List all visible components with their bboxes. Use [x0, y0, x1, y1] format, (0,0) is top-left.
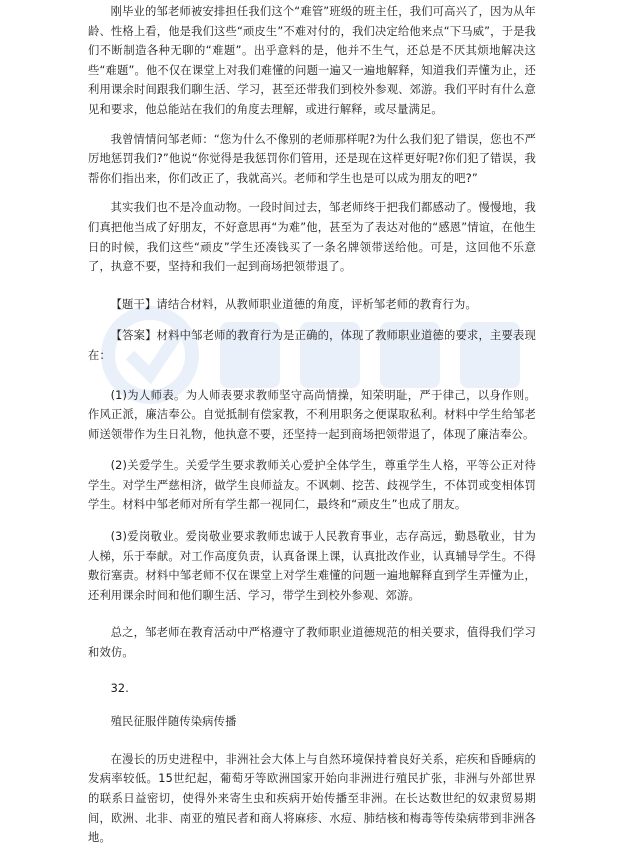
section-title: 殖民征服伴随传染病传播	[110, 715, 237, 729]
document-body	[88, 2, 536, 848]
paragraph-story-1: 刚毕业的邹老师被安排担任我们这个“难管”班级的班主任，我们可高兴了，因为从年龄、性格上看，他是我们这些“顽皮生”不难对付的，我们决定给他来点“下马威”，于是我们不断制造各种无聊的“难题”。出乎意料的是，他并不生气，还总是不厌其烦地解决这些“难题”。他不仅在课堂上对我们难懂的问题一遍又一遍地解释，知道我们弄懂为止，还利用课余时间跟我们聊生活、学习，甚至还带我们到校外参观、郊游。我们平时有什么意见和要求，他总能站在我们的角度去理解，或进行解释，或尽量满足。	[88, 5, 536, 116]
answer-summary: 总之，邹老师在教育活动中严格遵守了教师职业道德规范的相关要求，值得我们学习和效仿。	[88, 626, 536, 660]
paragraph-story-3: 其实我们也不是冷血动物。一段时间过去，邹老师终于把我们都感动了。慢慢地，我们真把他当成了好朋友，不好意思再“为难”他，甚至为了表达对他的“感恩”情谊，在他生日的时候，我们这些“顽皮”学生还凑钱买了一条名牌领带送给他。可是，这回他不乐意了，执意不要，坚持和我们一起到商场把领带退了。	[88, 201, 536, 274]
answer-point-3: (3)爱岗敬业。爱岗敬业要求教师忠诚于人民教育事业，志存高远，勤恳敬业，甘为人梯，乐于奉献。对工作高度负责，认真备课上课，认真批改作业，认真辅导学生。不得敷衍塞责。材料中邹老师不仅在课堂上对学生难懂的问题一遍地解释直到学生弄懂为止，还利用课余时间和他们聊生活、学习，带学生到校外参观、郊游。	[88, 530, 536, 602]
question-number: 32.	[110, 681, 130, 695]
question-stem: 【题干】请结合材料，从教师职业道德的角度，评析邹老师的教育行为。	[110, 297, 477, 311]
answer-point-2: (2)关爱学生。关爱学生要求教师关心爱护全体学生，尊重学生人格，平等公正对待学生。对学生严慈相济，做学生良师益友。不讽刺、挖苦、歧视学生，不体罚或变相体罚学生。材料中邹老师对所有学生都一视同仁，最终和“顽皮生”也成了朋友。	[88, 459, 536, 512]
paragraph-story-2: 我曾情情问邹老师：“您为什么不像别的老师那样呢?为什么我们犯了错误，您也不严厉地惩罚我们?”他说“你觉得是我惩罚你们管用，还是现在这样更好呢?你们犯了错误，我帮你们指出来，你们改正了，我就高兴。老师和学生也是可以成为朋友的吧?”	[88, 132, 536, 185]
answer-intro: 【答案】材料中邹老师的教育行为是正确的，体现了教师职业道德的要求，主要表现在：	[88, 329, 536, 362]
paragraph-history: 在漫长的历史进程中，非洲社会大体上与自然环境保持着良好关系，疟疾和昏睡病的发病率较低。15世纪起，葡萄牙等欧洲国家开始向非洲进行殖民扩张，非洲与外部世界的联系日益密切，使得外来寄生虫和疾病开始传播至非洲。在长达数世纪的奴隶贸易期间，欧洲、北非、南亚的殖民者和商人将麻疹、水痘、肺结核和梅毒等传染病带到非洲各地。	[88, 752, 536, 845]
answer-point-1: (1)为人师表。为人师表要求教师坚守高尚情操，知荣明耻，严于律己，以身作则。作风正派，廉洁奉公。自觉抵制有偿家教，不利用职务之便谋取私利。材料中学生给邹老师送领带作为生日礼物，他执意不要，还坚持一起到商场把领带退了，体现了廉洁奉公。	[88, 388, 536, 441]
